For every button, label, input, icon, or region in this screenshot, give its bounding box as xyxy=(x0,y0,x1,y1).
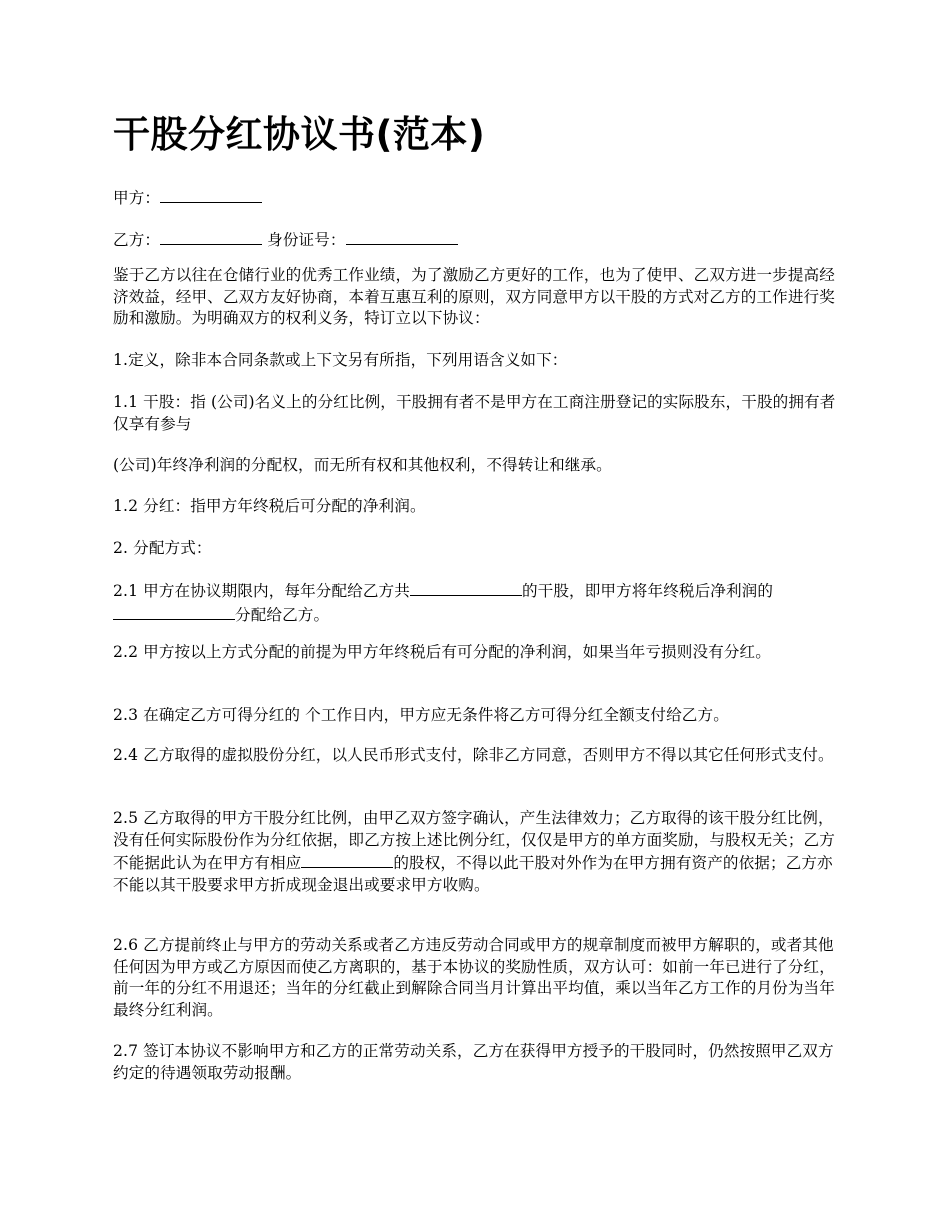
clause-1-2: 1.2 分红：指甲方年终税后可分配的净利润。 xyxy=(113,497,426,515)
party-b-line xyxy=(113,228,843,252)
equity-blank xyxy=(301,851,393,868)
clause-2-3: 2.3 在确定乙方可得分红的 个工作日内，甲方应无条件将乙方可得分红全额支付给乙方。 xyxy=(113,706,729,724)
clause-2-6: 2.6 乙方提前终止与甲方的劳动关系或者乙方违反劳动合同或甲方的规章制度而被甲方解职的，或者其他任何因为甲方或乙方原因而使乙方离职的，基于本协议的奖励性质，双方认可：如前一年已进行了分红，前一年的分红不用退还；当年的分红截止到解除合同当月计算出平均值，乘以当年乙方工作的月份为当年最终分红利润。 xyxy=(113,936,835,1019)
profit-ratio-blank xyxy=(113,603,235,620)
id-number-label: 身份证号： xyxy=(267,231,346,249)
clause-1-1-cont: (公司)年终净利润的分配权，而无所有权和其他权利，不得转让和继承。 xyxy=(113,456,612,474)
clause-2-1-text-a: 2.1 甲方在协议期限内，每年分配给乙方共 xyxy=(113,582,410,600)
party-a-blank xyxy=(160,186,262,203)
party-b-blank xyxy=(160,228,262,245)
clause-2-5-text-b: 的股权，不得以此干股对外作为在甲方拥有资产的依据；乙方亦不能以其干股要求甲方折成现金退出或要求甲方收购。 xyxy=(113,854,833,894)
party-a-line xyxy=(113,186,843,210)
party-a-label: 甲方： xyxy=(113,189,161,207)
clause-2-5 xyxy=(113,808,843,896)
share-amount-blank xyxy=(410,579,522,596)
clause-2-1-text-c: 分配给乙方。 xyxy=(235,605,330,624)
clause-2-5-text-a: 2.5 乙方取得的甲方干股分红比例，由甲乙双方签字确认，产生法律效力；乙方取得的该干股分红比例，没有任何实际股份作为分红依据，即乙方按上述比例分红，仅仅是甲方的单方面奖励，与股权无关；乙方不能据此认为在甲方有相应 xyxy=(113,809,835,872)
clause-2-7: 2.7 签订本协议不影响甲方和乙方的正常劳动关系，乙方在获得甲方授予的干股同时，仍然按照甲乙双方约定的待遇领取劳动报酬。 xyxy=(113,1042,834,1082)
document-title: 干股分红协议书(范本) xyxy=(113,113,486,156)
id-number-blank xyxy=(346,228,458,245)
intro-paragraph: 鉴于乙方以往在仓储行业的优秀工作业绩，为了激励乙方更好的工作，也为了使甲、乙双方进一步提高经济效益，经甲、乙双方友好协商，本着互惠互利的原则，双方同意甲方以干股的方式对乙方的工作进行奖励和激励。为明确双方的权利义务，特订立以下协议： xyxy=(113,266,835,327)
clause-2-4: 2.4 乙方取得的虚拟股份分红，以人民币形式支付，除非乙方同意，否则甲方不得以其它任何形式支付。 xyxy=(113,746,834,764)
clause-2-2: 2.2 甲方按以上方式分配的前提为甲方年终税后有可分配的净利润，如果当年亏损则没有分红。 xyxy=(113,643,771,661)
clause-2: 2. 分配方式： xyxy=(113,539,212,557)
clause-2-1 xyxy=(113,579,843,626)
clause-1: 1.定义，除非本合同条款或上下文另有所指，下列用语含义如下： xyxy=(113,351,568,369)
clause-2-1-text-b: 的干股，即甲方将年终税后净利润的 xyxy=(521,582,774,600)
clause-1-1: 1.1 干股：指 (公司)名义上的分红比例，干股拥有者不是甲方在工商注册登记的实际股东，干股的拥有者仅享有参与 xyxy=(113,393,836,433)
party-b-label: 乙方： xyxy=(113,231,161,249)
